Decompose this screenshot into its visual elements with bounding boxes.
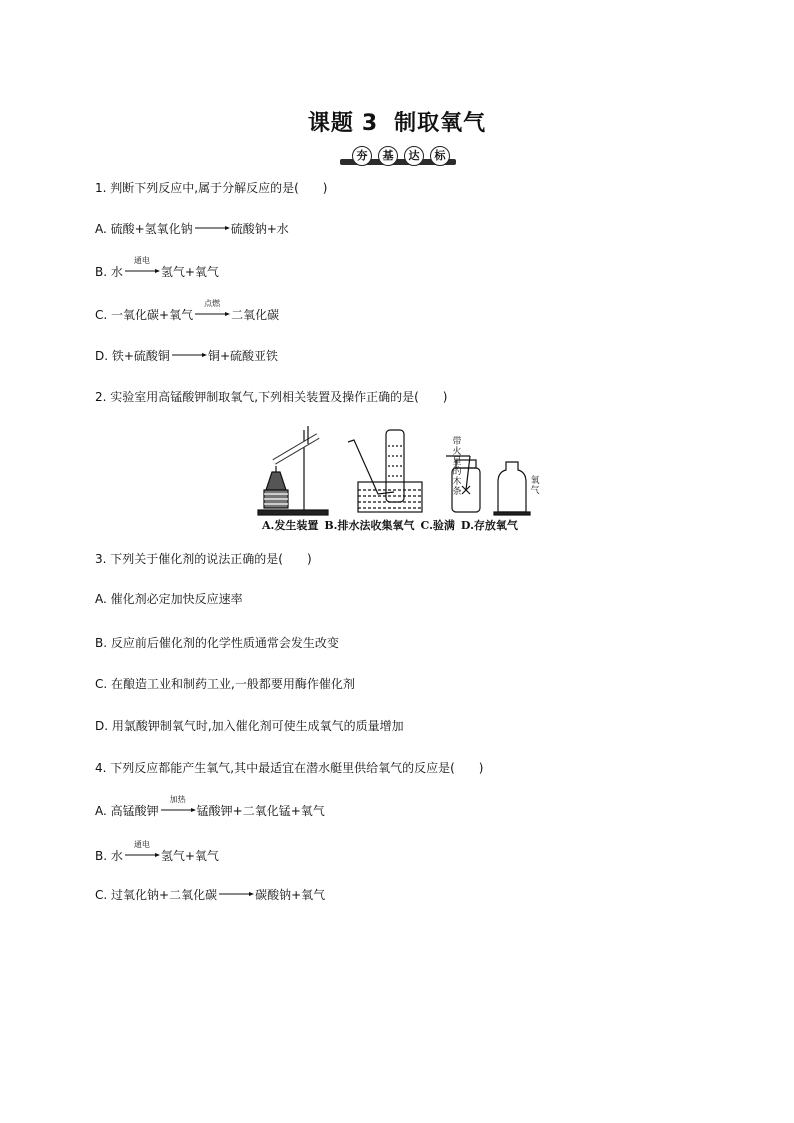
badge-char: 标 <box>430 146 450 166</box>
page-title: 课题 3 制取氧气 <box>307 111 487 136</box>
q4-option-c: C. 过氧化钠+二氧化碳 碳酸钠+氧气 <box>95 888 326 902</box>
q1-option-a: A. 硫酸+氢氧化钠 硫酸钠+水 <box>95 222 289 236</box>
reaction-arrow-icon: 通电 <box>124 265 160 281</box>
reaction-arrow-icon <box>194 222 230 238</box>
q1-option-d: D. 铁+硫酸铜 铜+硫酸亚铁 <box>95 349 278 363</box>
reaction-arrow-icon <box>171 349 207 365</box>
q4-option-a: A. 高锰酸钾 加热 锰酸钾+二氧化锰+氧气 <box>95 794 325 818</box>
badge-char: 达 <box>404 146 424 166</box>
reaction-arrow-icon: 点燃 <box>194 308 230 324</box>
question-2-stem: 2. 实验室用高锰酸钾制取氧气,下列相关装置及操作正确的是( ) <box>95 390 448 404</box>
q3-option-a: A. 催化剂必定加快反应速率 <box>95 592 243 606</box>
q3-option-b: B. 反应前后催化剂的化学性质通常会发生改变 <box>95 636 339 650</box>
figure-caption: A.发生装置 B.排水法收集氧气 C.验满 D.存放氧气 <box>262 519 518 532</box>
question-3-stem: 3. 下列关于催化剂的说法正确的是( ) <box>95 552 312 566</box>
section-badge <box>340 146 456 168</box>
q4-option-b: B. 水 通电 氢气+氧气 <box>95 839 219 863</box>
reaction-arrow-icon: 加热 <box>160 804 196 820</box>
generator-apparatus-icon <box>258 426 328 515</box>
water-collection-apparatus-icon <box>348 430 422 512</box>
q1-option-b: B. 水 通电 氢气+氧气 <box>95 255 219 279</box>
q3-option-d: D. 用氯酸钾制氧气时,加入催化剂可使生成氧气的质量增加 <box>95 719 404 733</box>
reaction-arrow-icon <box>218 888 254 904</box>
badge-char: 夯 <box>352 146 372 166</box>
question-1-stem: 1. 判断下列反应中,属于分解反应的是( ) <box>95 181 328 195</box>
reaction-arrow-icon: 通电 <box>124 849 160 865</box>
q1-option-c: C. 一氧化碳+氧气 点燃 二氧化碳 <box>95 298 280 322</box>
label-oxygen: 氧 气 <box>530 476 540 496</box>
badge-char: 基 <box>378 146 398 166</box>
storage-bottle-icon <box>494 462 530 515</box>
q3-option-c: C. 在酿造工业和制药工业,一般都要用酶作催化剂 <box>95 677 355 691</box>
label-burning-splint: 带 火 星 的 木 条 <box>452 437 462 497</box>
question-4-stem: 4. 下列反应都能产生氧气,其中最适宜在潜水艇里供给氧气的反应是( ) <box>95 761 484 775</box>
